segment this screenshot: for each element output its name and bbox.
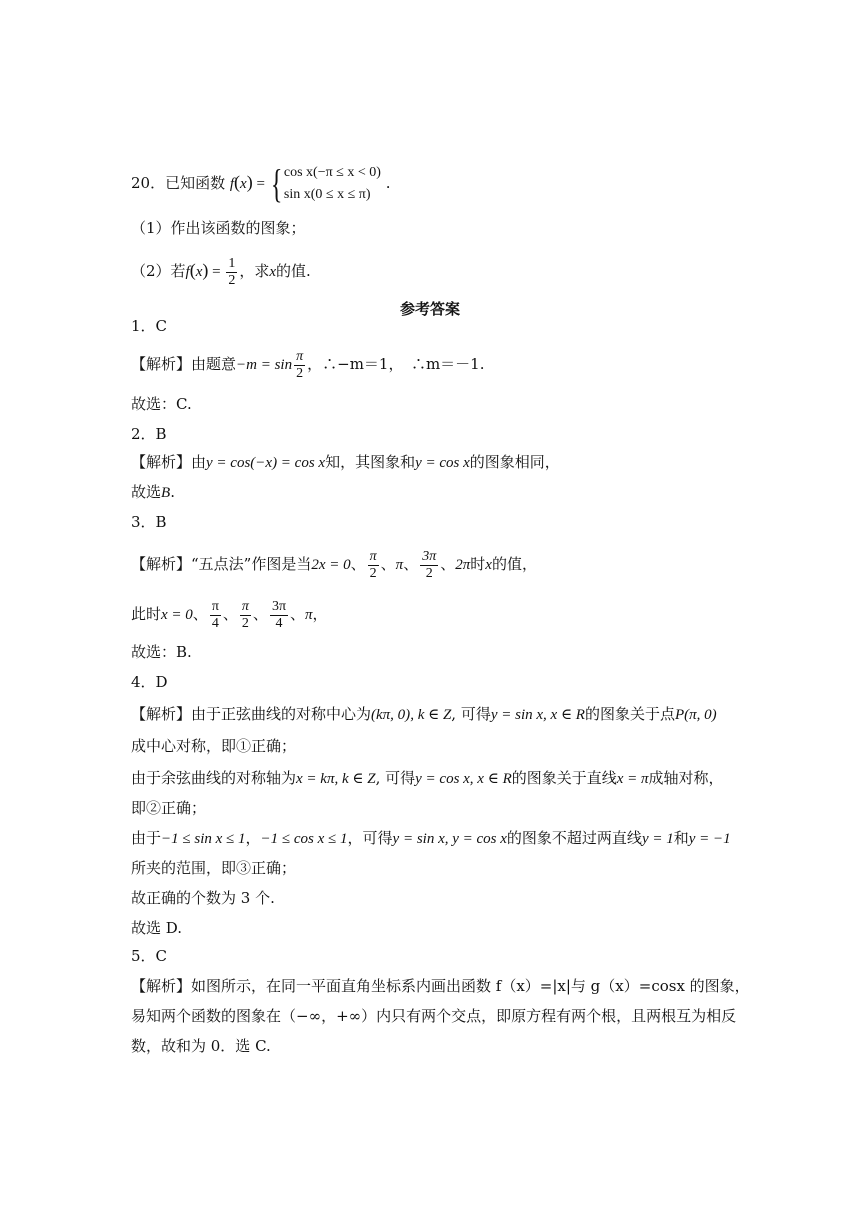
- answer-4-line-6: 所夹的范围，即③正确；: [131, 859, 297, 877]
- question-20: 20．已知函数 f(x) = { cos x(−π ≤ x < 0) sin x(0 ≤ x ≤ π) .: [131, 161, 391, 206]
- piecewise-brace: {: [270, 161, 283, 206]
- answer-3-label: 3．B: [131, 513, 167, 531]
- fraction-half: $\frac{1}{2}$: [228, 255, 236, 288]
- answer-1-label: 1．C: [131, 317, 168, 335]
- question-20-number: 20．已知函数: [131, 174, 226, 192]
- answers-heading: 参考答案: [399, 300, 460, 318]
- answer-5-line-2: 易知两个函数的图象在（−∞，+∞）内只有两个交点，即原方程有两个根，且两根互为相反: [131, 1007, 737, 1025]
- answer-4-line-1: 【解析】由于正弦曲线的对称中心为(kπ, 0), k ∈ Z, 可得y = sin x, x ∈ R的图象关于点P(π, 0): [131, 705, 717, 723]
- answer-4-line-7: 故正确的个数为 3 个.: [131, 889, 275, 907]
- answer-4-line-5: 由于−1 ≤ sin x ≤ 1，−1 ≤ cos x ≤ 1，可得y = sin x, y = cos x的图象不超过两直线y = 1和y = −1: [131, 829, 731, 847]
- piecewise-cases: [284, 162, 381, 206]
- answer-3-explanation: 【解析】“五点法”作图是当2x = 0、 $\frac{\pi}{2}$ 、π、 $\frac{3\pi}{2}$ 、2π时x的值，: [131, 548, 537, 581]
- answer-5-line-3: 数，故和为 0．选 C.: [131, 1037, 271, 1055]
- answer-4-line-4: 即②正确；: [131, 799, 207, 817]
- piecewise-case-2: sin x(0 ≤ x ≤ π): [283, 187, 371, 202]
- piecewise-case-1: cos x(−π ≤ x < 0): [283, 165, 381, 180]
- answer-4-line-2: 成中心对称，即①正确；: [131, 737, 297, 755]
- question-20-part-1: （1）作出该函数的图象；: [131, 219, 306, 237]
- answer-1-explanation: 【解析】由题意−m = sin $\frac{\pi}{2}$ ，∴−m＝1， ∴m＝－1.: [131, 348, 485, 381]
- answer-2-explanation: 【解析】由y = cos(−x) = cos x知，其图象和y = cos x的图象相同，: [131, 453, 560, 471]
- question-20-part-2: （2）若f(x) = $\frac{1}{2}$ ，求x的值.: [131, 255, 311, 288]
- function-f: f: [229, 176, 235, 192]
- answer-3-conclusion: 故选：B.: [131, 643, 192, 661]
- answer-4-label: 4．D: [131, 673, 168, 691]
- answer-4-conclusion: 故选 D.: [131, 919, 183, 937]
- answer-2-label: 2．B: [131, 425, 167, 443]
- answer-4-line-3: 由于余弦曲线的对称轴为x = kπ, k ∈ Z, 可得y = cos x, x ∈ R的图象关于直线x = π成轴对称，: [131, 769, 724, 787]
- answer-1-conclusion: 故选：C.: [131, 395, 192, 413]
- answer-2-conclusion: 故选B.: [131, 483, 175, 501]
- answer-3-line-2: 此时x = 0、 $\frac{\pi}{4}$ 、 $\frac{\pi}{2}$ 、 $\frac{3\pi}{4}$ 、π，: [131, 598, 328, 631]
- answer-5-label: 5．C: [131, 947, 168, 965]
- answer-5-line-1: 【解析】如图所示，在同一平面直角坐标系内画出函数 f（x）=|x|与 g（x）=cosx 的图象，: [131, 977, 750, 995]
